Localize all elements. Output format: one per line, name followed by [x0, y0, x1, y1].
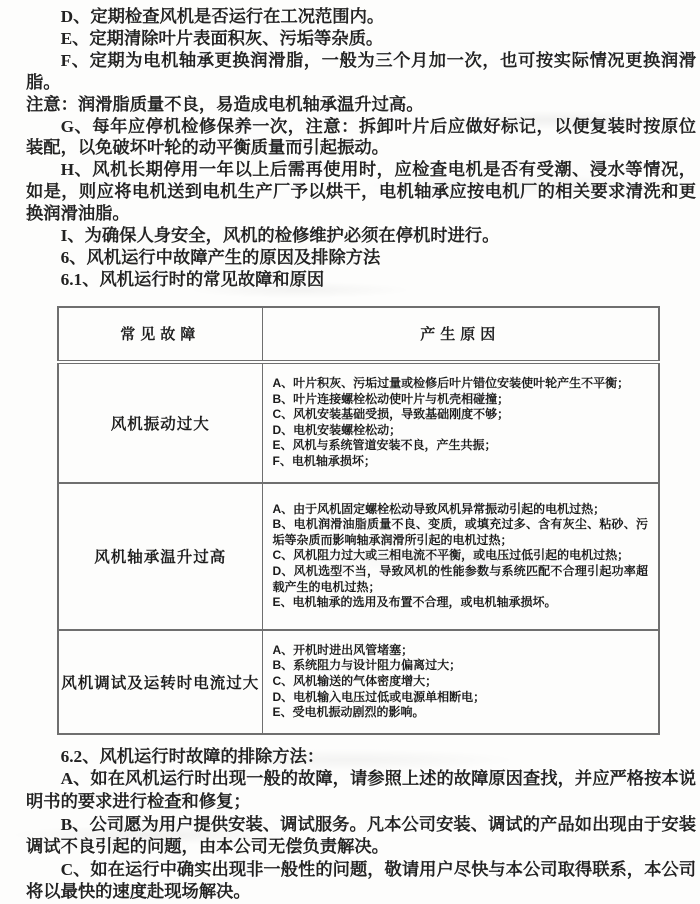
header-causes: 产生原因 — [262, 307, 659, 362]
fault-cause-table — [57, 306, 660, 735]
paragraph-d: D、定期检查风机是否运行在工况范围内。 — [60, 7, 385, 26]
cause-item: D、电机安装螺栓松动； — [272, 422, 402, 437]
remedy-b: B、公司愿为用户提供安装、调试服务。凡本公司安装、调试的产品如出现由于安装调试不良引起的问题，由本公司无偿负责解决。 — [26, 814, 696, 857]
cause-item: A、开机时进出风管堵塞； — [272, 642, 414, 657]
paragraph-e: E、定期清除叶片表面积灰、污垢等杂质。 — [60, 28, 384, 48]
fault-name: 风机轴承温升过高 — [58, 483, 262, 630]
cause-item: D、电机输入电压过低或电源单相断电； — [272, 689, 486, 704]
paragraph-g: G、每年应停机检修保养一次，注意：拆卸叶片后应做好标记，以便复装时按原位装配，以免破坏叶轮的动平衡质量而引起振动。 — [26, 116, 696, 158]
cause-list — [262, 630, 659, 734]
cause-item: A、由于风机固定螺栓松动导致风机异常振动引起的电机过热； — [272, 501, 606, 516]
heading-section-6-2: 6.2、风机运行时故障的排除方法： — [60, 746, 325, 766]
cause-item: C、风机输送的气体密度增大； — [272, 673, 438, 688]
heading-section-6: 6、风机运行中故障产生的原因及排除方法 — [60, 247, 381, 267]
cause-item: A、叶片积灰、污垢过量或检修后叶片错位安装使叶轮产生不平衡； — [272, 376, 630, 390]
table-row — [58, 630, 659, 734]
cause-list — [262, 483, 659, 630]
cause-item: E、受电机振动剧烈的影响。 — [272, 705, 425, 720]
cause-item: B、系统阻力与设计阻力偏离过大； — [272, 658, 462, 673]
cause-item: E、电机轴承的选用及布置不合理，或电机轴承损坏。 — [272, 595, 557, 610]
remedy-a: A、如在风机运行时出现一般的故障，请参照上述的故障原因查找，并应严格按本说明书的要求进行检查和修复； — [26, 769, 696, 811]
note-line: 注意：润滑脂质量不良，易造成电机轴承温升过高。 — [26, 94, 424, 114]
remedy-c: C、如在运行中确实出现非一般性的问题，敬请用户尽快与本公司取得联系，本公司将以最快的速度赴现场解决。 — [26, 859, 696, 902]
paragraph-f: F、定期为电机轴承更换润滑脂，一般为三个月加一次，也可按实际情况更换润滑脂。 — [26, 50, 696, 92]
paragraph-h: H、风机长期停用一年以上后需再使用时，应检查电机是否有受潮、浸水等情况，如是，则应将电机送到电机生产厂予以烘干，电机轴承应按电机厂的相关要求清洗和更换润滑油脂。 — [26, 160, 696, 224]
cause-item: C、风机阻力过大或三相电流不平衡，或电压过低引起的电机过热； — [272, 548, 630, 563]
table-row — [58, 483, 659, 630]
cause-list — [262, 362, 659, 483]
fault-name: 风机振动过大 — [58, 362, 262, 483]
cause-item: C、风机安装基础受损，导致基础刚度不够； — [272, 407, 510, 422]
cause-item: E、风机与系统管道安装不良，产生共振； — [272, 438, 497, 453]
cause-item: B、叶片连接螺栓松动使叶片与机壳相碰撞； — [272, 391, 510, 406]
section-6-2 — [26, 746, 696, 904]
table-row — [58, 362, 659, 483]
cause-item: F、电机轴承损坏； — [272, 453, 376, 468]
paragraph-i: I、为确保人身安全，风机的检修维护必须在停机时进行。 — [60, 226, 500, 246]
table-header-row — [58, 307, 659, 362]
heading-section-6-1: 6.1、风机运行时的常见故障和原因 — [60, 269, 325, 289]
cause-item: D、风机选型不当，导致风机的性能参数与系统匹配不合理引起功率超载产生的电机过热； — [272, 564, 648, 594]
fault-name: 风机调试及运转时电流过大 — [58, 630, 262, 734]
cause-item: B、电机润滑油脂质量不良、变质，或填充过多、含有灰尘、粘砂、污垢等杂质而影响轴承润滑所引起的电机过热； — [272, 517, 648, 547]
header-common-faults: 常见故障 — [58, 307, 262, 362]
